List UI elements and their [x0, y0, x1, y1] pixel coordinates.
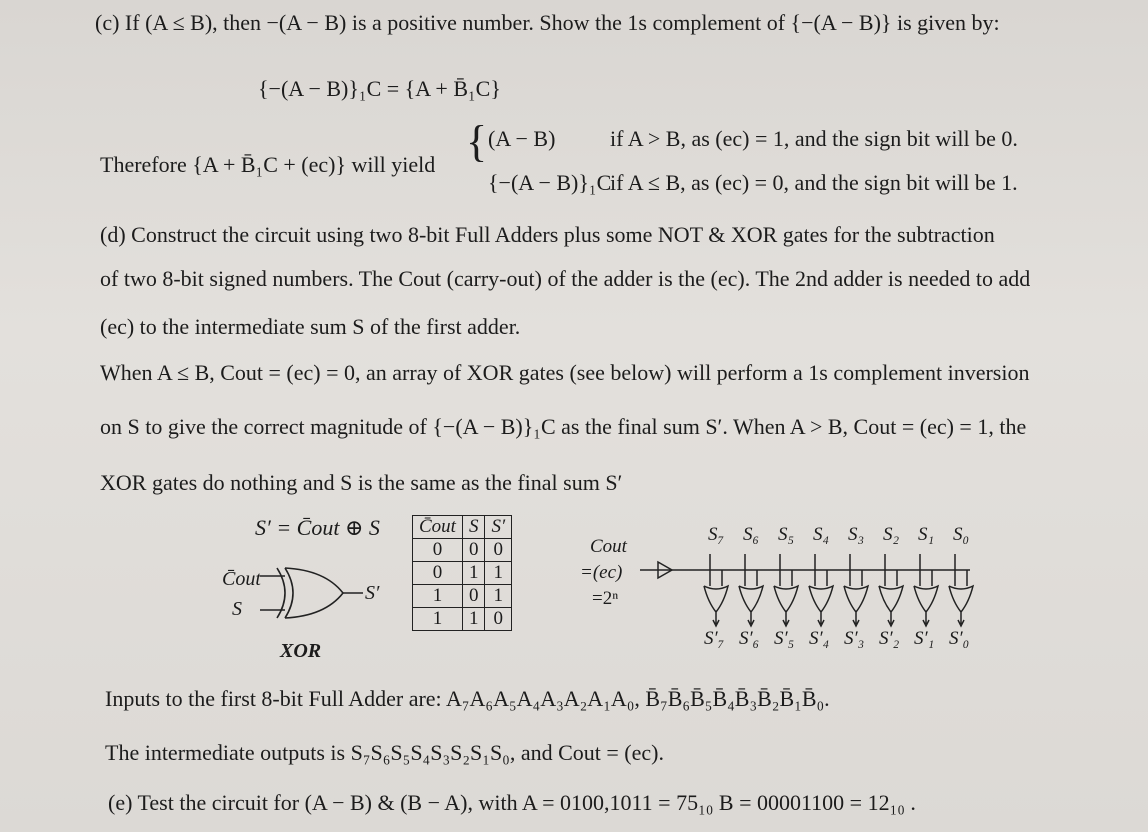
two-n-label: =2ⁿ: [592, 588, 619, 609]
part-c-formula: {−(A − B)}₁C = {A + B̄₁C}: [258, 76, 501, 101]
ec-label: =(ec): [580, 562, 623, 583]
xor-gate: [844, 554, 868, 626]
part-d-line5: on S to give the correct magnitude of {−(A − B)}₁C as the final sum S′. When A > B, Cout = (ec) = 1, the: [100, 414, 1027, 439]
case1-expr: (A − B): [488, 126, 556, 151]
s-bottom-label: S′₂: [879, 628, 900, 649]
part-c-therefore: Therefore {A + B̄₁C + (ec)} will yield: [100, 152, 436, 177]
inputs-line: Inputs to the first 8-bit Full Adder are: A₇A₆A₅A₄A₃A₂A₁A₀, B̄₇B̄₆B̄₅B̄₄B̄₃B̄₂B̄₁B̄₀.: [105, 686, 830, 711]
part-d-line6: XOR gates do nothing and S is the same as the final sum S′: [100, 470, 623, 495]
xor-gate: [704, 554, 728, 626]
table-cell: 0: [485, 608, 512, 631]
table-cell: 1: [485, 585, 512, 608]
s-top-label: S₇: [708, 524, 725, 545]
xor-gate: [879, 554, 903, 626]
gate-input-s: S: [232, 598, 242, 620]
part-d-line4: When A ≤ B, Cout = (ec) = 0, an array of XOR gates (see below) will perform a 1s complement inversion: [100, 360, 1030, 385]
table-cell: 0: [413, 539, 463, 562]
xor-equation: S′ = C̄out ⊕ S: [255, 515, 380, 540]
th-cout: C̄out: [413, 516, 463, 539]
s-top-label: S₁: [918, 524, 935, 545]
s-bottom-label: S′₇: [704, 628, 725, 649]
part-c-intro: (c) If (A ≤ B), then −(A − B) is a positive number. Show the 1s complement of {−(A − B)} is given by:: [95, 10, 1000, 35]
part-d-line3: (ec) to the intermediate sum S of the first adder.: [100, 314, 521, 339]
table-cell: 0: [485, 539, 512, 562]
xor-gate-array: [640, 550, 980, 630]
gate-output: S′: [365, 582, 380, 604]
table-cell: 0: [462, 585, 485, 608]
table-row: [413, 539, 512, 562]
table-cell: 1: [462, 562, 485, 585]
s-top-label: S₀: [953, 524, 970, 545]
cout-label: Cout: [590, 536, 627, 557]
cases-brace: {: [466, 117, 488, 166]
s-top-label: S₅: [778, 524, 795, 545]
case2-cond: if A ≤ B, as (ec) = 0, and the sign bit will be 1.: [610, 170, 1018, 195]
s-bottom-label: S′₃: [844, 628, 865, 649]
xor-gate-symbol: [255, 566, 375, 626]
part-d-line1: (d) Construct the circuit using two 8-bit Full Adders plus some NOT & XOR gates for the subtraction: [100, 222, 995, 247]
th-s: S: [462, 516, 485, 539]
s-bottom-label: S′₁: [914, 628, 935, 649]
table-cell: 0: [413, 562, 463, 585]
xor-gate: [809, 554, 833, 626]
s-top-label: S₆: [743, 524, 760, 545]
table-cell: 1: [413, 608, 463, 631]
truth-table-header: [413, 516, 512, 539]
th-sprime: S′: [485, 516, 512, 539]
table-row: [413, 585, 512, 608]
s-top-label: S₃: [848, 524, 865, 545]
xor-label: XOR: [280, 640, 322, 662]
table-row: [413, 608, 512, 631]
part-e-line: (e) Test the circuit for (A − B) & (B − A), with A = 0100,1011 = 75₁₀ B = 00001100 = 12₁₀ .: [108, 790, 916, 815]
case1-cond: if A > B, as (ec) = 1, and the sign bit will be 0.: [610, 126, 1018, 151]
xor-gate: [739, 554, 763, 626]
case2-expr: {−(A − B)}₁C: [488, 170, 612, 195]
s-top-label: S₂: [883, 524, 900, 545]
table-cell: 1: [413, 585, 463, 608]
s-bottom-label: S′₄: [809, 628, 830, 649]
s-top-label: S₄: [813, 524, 830, 545]
gate-input-cout: C̄out: [222, 568, 261, 590]
xor-gate: [914, 554, 938, 626]
table-cell: 1: [485, 562, 512, 585]
s-bottom-label: S′₆: [739, 628, 760, 649]
truth-table: [412, 515, 512, 631]
table-cell: 1: [462, 608, 485, 631]
table-row: [413, 562, 512, 585]
xor-gate: [949, 554, 973, 626]
xor-gate: [774, 554, 798, 626]
outputs-line: The intermediate outputs is S₇S₆S₅S₄S₃S₂S₁S₀, and Cout = (ec).: [105, 740, 664, 765]
s-bottom-label: S′₀: [949, 628, 970, 649]
table-cell: 0: [462, 539, 485, 562]
s-bottom-label: S′₅: [774, 628, 795, 649]
part-d-line2: of two 8-bit signed numbers. The Cout (carry-out) of the adder is the (ec). The 2nd adder is needed to add: [100, 266, 1031, 291]
